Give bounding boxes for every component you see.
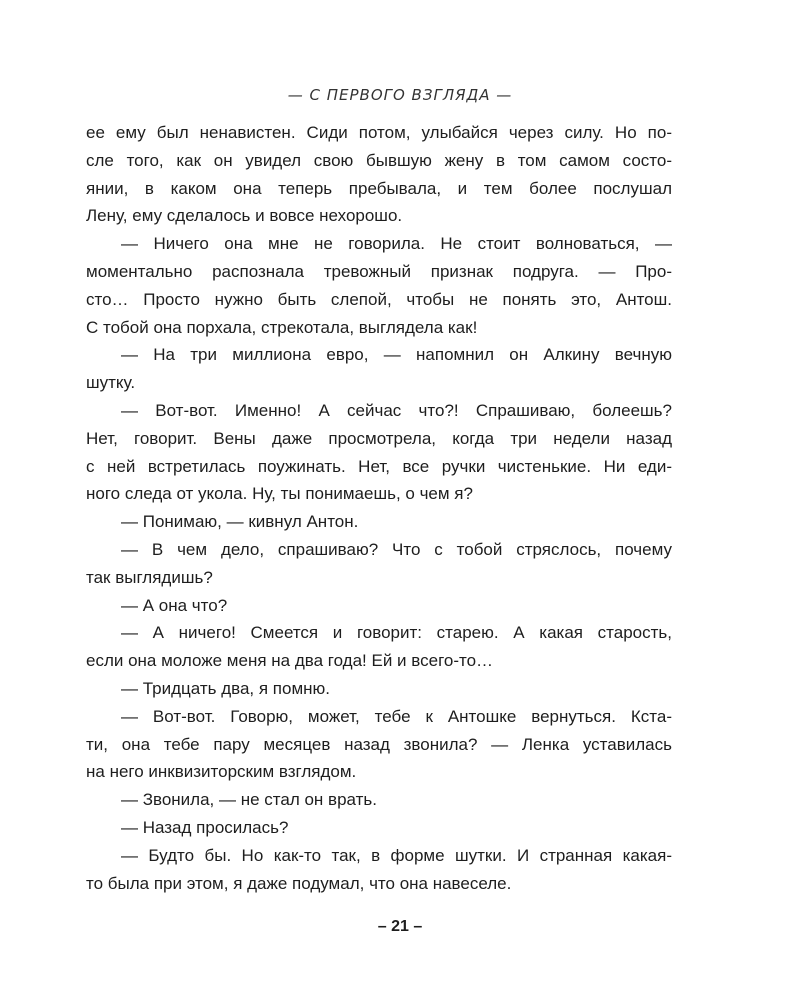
text-line: янии, в каком она теперь пребывала, и тем более послушал <box>86 178 672 198</box>
page-number: – 21 – <box>377 918 423 935</box>
text-line: — Назад просилась? <box>121 817 289 837</box>
body-text <box>86 119 672 897</box>
text-line: Лену, ему сделалось и вовсе нехорошо. <box>86 206 403 226</box>
text-line: если она моложе меня на два года! Ей и всего-то… <box>86 651 494 671</box>
text-line: так выглядишь? <box>86 567 213 587</box>
text-line: — А ничего! Смеется и говорит: старею. А какая старость, <box>121 623 672 643</box>
text-line: — На три миллиона евро, — напомнил он Алкину вечную <box>121 345 672 365</box>
text-line: на него инквизиторским взглядом. <box>86 762 357 782</box>
text-line: Нет, говорит. Вены даже просмотрела, когда три недели назад <box>86 428 672 448</box>
text-line: — Тридцать два, я помню. <box>121 678 331 698</box>
text-line: сто… Просто нужно быть слепой, чтобы не понять это, Антош. <box>86 289 672 309</box>
text-line: моментально распознала тревожный признак подруга. — Про- <box>86 261 672 281</box>
text-line: с ней встретилась поужинать. Нет, все ручки чистенькие. Ни еди- <box>86 456 672 476</box>
text-line: шутку. <box>86 373 136 393</box>
text-line: — Вот-вот. Говорю, может, тебе к Антошке вернуться. Кста- <box>121 706 672 726</box>
text-line: — Вот-вот. Именно! А сейчас что?! Спрашиваю, болеешь? <box>121 400 672 420</box>
text-line: — В чем дело, спрашиваю? Что с тобой стряслось, почему <box>121 539 672 559</box>
text-line: ее ему был ненавистен. Сиди потом, улыбайся через силу. Но по- <box>86 123 672 142</box>
text-line: ти, она тебе пару месяцев назад звонила? — Ленка уставилась <box>86 734 672 754</box>
text-line: то была при этом, я даже подумал, что она навеселе. <box>86 873 512 893</box>
text-line: — Ничего она мне не говорила. Не стоит волноваться, — <box>121 234 672 254</box>
text-line: С тобой она порхала, стрекотала, выглядела как! <box>86 317 478 337</box>
text-line: — Будто бы. Но как-то так, в форме шутки. И странная какая- <box>121 845 672 865</box>
running-header: — С ПЕРВОГО ВЗГЛЯДА — <box>287 86 513 104</box>
text-line: ного следа от укола. Ну, ты понимаешь, о чем я? <box>86 484 473 504</box>
text-line: — Звонила, — не стал он врать. <box>121 790 377 810</box>
text-line: сле того, как он увидел свою бывшую жену в том самом состо- <box>86 150 672 170</box>
text-line: — А она что? <box>121 595 228 615</box>
text-line: — Понимаю, — кивнул Антон. <box>121 512 359 532</box>
